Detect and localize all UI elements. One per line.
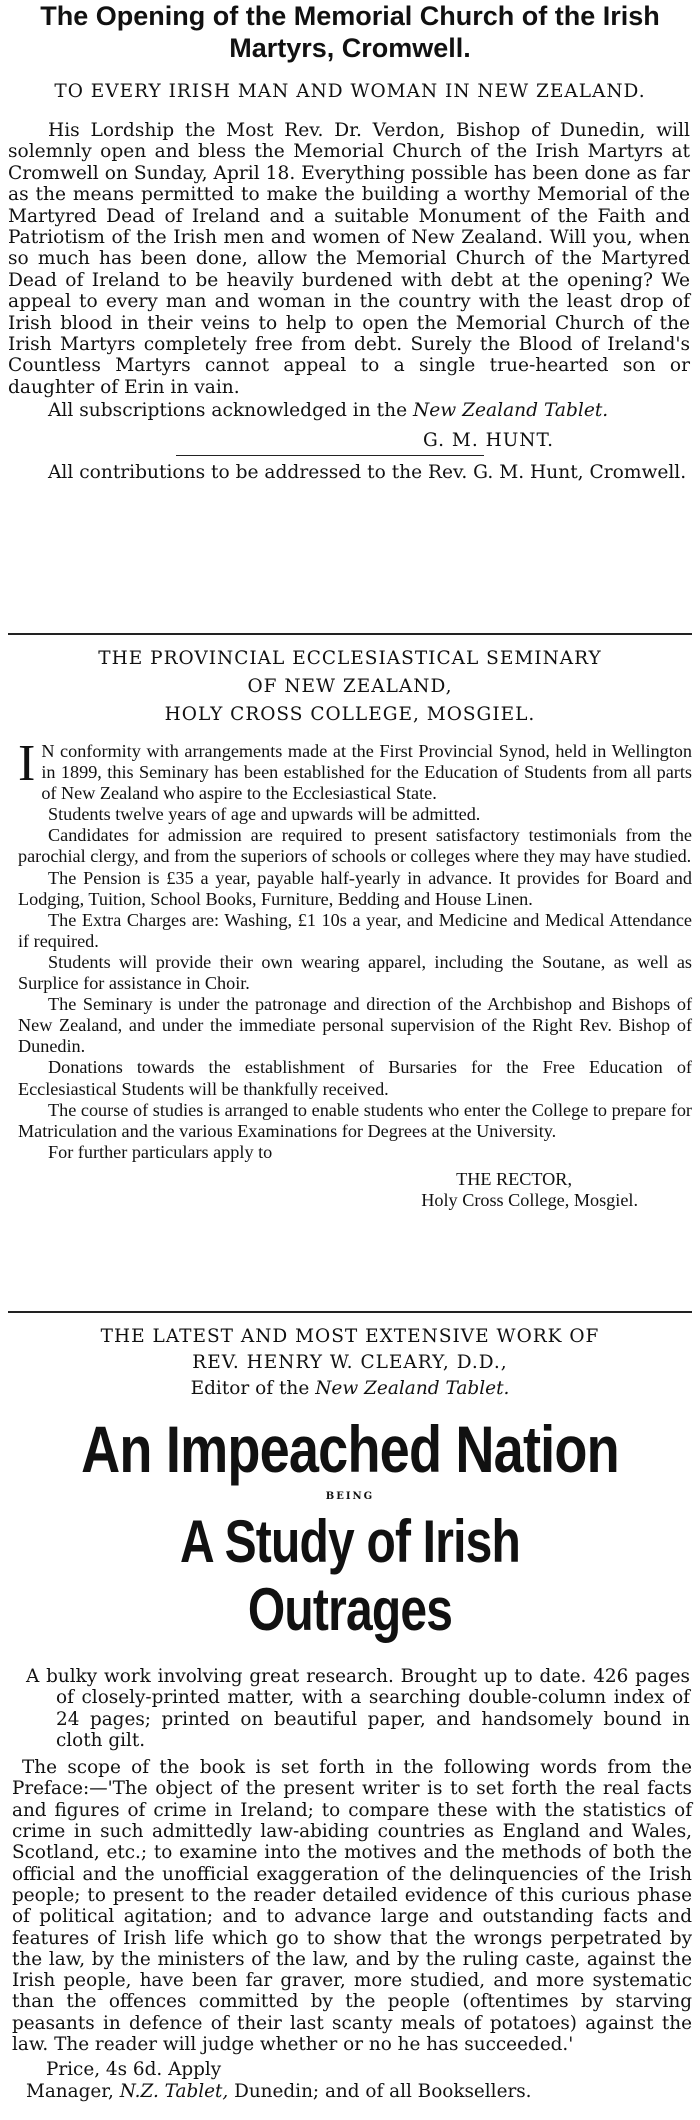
seminary-head-2: OF NEW ZEALAND, (247, 676, 453, 697)
newspaper-page (6, 0, 694, 2102)
seminary-signature-2: Holy Cross College, Mosgiel. (421, 1189, 638, 1210)
seminary-para-2: Students twelve years of age and upwards will be admitted. (48, 804, 481, 825)
church-notice (6, 0, 694, 633)
seminary-body (18, 735, 692, 1211)
book-head-1: THE LATEST AND MOST EXTENSIVE WORK OF (100, 1326, 600, 1347)
seminary-para-6: Students will provide their own wearing apparel, including the Soutane, as well as Surplice for assistance in Choir. (18, 951, 692, 994)
church-subscriptions-paper: New Zealand Tablet. (413, 400, 609, 422)
church-divider (176, 455, 484, 456)
church-subhead: TO EVERY IRISH MAN AND WOMAN IN NEW ZEALAND. (54, 81, 646, 102)
church-subscriptions (8, 400, 690, 421)
section-rule-2 (8, 1311, 692, 1313)
seminary-head-1: THE PROVINCIAL ECCLESIASTICAL SEMINARY (98, 648, 602, 669)
book-advert (6, 1325, 694, 2102)
seminary-para-1-text: N conformity with arrangements made at the First Provincial Synod, held in Wellington in 1899, this Seminary has been established for the Education of Students from all parts of New Zealand who aspire to the Ecclesiastical State. (41, 741, 692, 804)
church-signature: G. M. HUNT. (423, 429, 554, 451)
book-title: An Impeached Nation (81, 1412, 619, 1486)
seminary-para-10: For further particulars apply to (48, 1141, 273, 1162)
seminary-para-3: Candidates for admission are required to present satisfactory testimonials from the parochial clergy, and from the superiors of schools or colleges where they may have studied. (18, 825, 692, 867)
book-manager-suffix: Dunedin; and of all Booksellers. (234, 2080, 532, 2102)
church-body: His Lordship the Most Rev. Dr. Verdon, Bishop of Dunedin, will solemnly open and bless the Memorial Church of the Irish Martyrs at Cromwell on Sunday, April 18. Everything possible has been done as far as the means permitted to make the building a worthy Memorial of the Martyred Dead of Ireland and a suitable Monument of the Faith and Patriotism of the Irish men and women of New Zealand. Will you, when so much has been done, allow the Memorial Church of the Martyred Dead of Ireland to be heavily burdened with debt at the opening? We appeal to every man and woman in the country with the least drop of Irish blood in their veins to help to open the Memorial Church of the Irish Martyrs completely free from debt. Surely the Blood of Ireland's Countless Martyrs cannot appeal to a single true-hearted son or daughter of Erin in vain. (8, 120, 690, 398)
seminary-notice (6, 647, 694, 1311)
book-manager-text: Manager, (26, 2080, 114, 2102)
seminary-para-5: The Extra Charges are: Washing, £1 10s a year, and Medicine and Medical Attendance if required. (18, 909, 692, 951)
seminary-para-7: The Seminary is under the patronage and direction of the Archbishop and Bishops of New Zealand, and under the immediate personal supervision of the Right Rev. Bishop of Dunedin. (18, 994, 692, 1057)
seminary-signature-1: THE RECTOR, (456, 1168, 572, 1189)
seminary-para-4: The Pension is £35 a year, payable half-yearly in advance. It provides for Board and Lodging, Tuition, School Books, Furniture, Bedding and House Linen. (18, 867, 692, 909)
book-editor-line (6, 1377, 694, 1401)
seminary-para-1 (18, 735, 692, 804)
church-contributions: All contributions to be addressed to the Rev. G. M. Hunt, Cromwell. (48, 461, 687, 483)
book-manager-line (26, 2081, 694, 2102)
church-title: The Opening of the Memorial Church of the Irish Martyrs, Cromwell. (40, 1, 660, 63)
section-rule-1 (8, 633, 692, 635)
church-subscriptions-text: All subscriptions acknowledged in the (48, 400, 408, 422)
book-price: Price, 4s 6d. Apply (46, 2059, 222, 2081)
book-para-1: A bulky work involving great research. Brought up to date. 426 pages of closely-printed matter, with a searching double-column index of 24 pages; printed on beautiful paper, and handsomely bound in cloth gilt. (26, 1666, 690, 1751)
book-being: BEING (325, 1491, 375, 1502)
seminary-head-3: HOLY CROSS COLLEGE, MOSGIEL. (164, 704, 536, 725)
seminary-dropcap: I (18, 735, 36, 792)
book-subtitle: A Study of Irish Outrages (179, 1508, 521, 1643)
book-editor-text: Editor of the (190, 1378, 310, 1399)
book-head-2: REV. HENRY W. CLEARY, D.D., (192, 1352, 508, 1373)
seminary-para-8: Donations towards the establishment of Bursaries for the Free Education of Ecclesiastical Students will be thankfully received. (18, 1057, 692, 1099)
book-manager-paper: N.Z. Tablet, (119, 2080, 229, 2102)
seminary-para-9: The course of studies is arranged to enable students who enter the College to prepare for Matriculation and the various Examinations for Degrees at the University. (18, 1099, 692, 1141)
book-para-2: The scope of the book is set forth in the following words from the Preface:—'The object of the present writer is to set forth the real facts and figures of crime in Ireland; to compare these with the statistics of crime in such admittedly law-abiding countries as England and Wales, Scotland, etc.; to examine into the motives and the methods of both the official and the unofficial exaggeration of the delinquencies of the Irish people; to present to the reader detailed evidence of this curious phase of political agitation; and to advance large and outstanding facts and features of Irish life which go to show that the wrongs perpetrated by the law, by the ministers of the law, and by the ruling caste, against the Irish people, have been far graver, more studied, and more systematic than the offences committed by the people (oftentimes by starving peasants in defence of their last scanty meals of potatoes) against the law. The reader will judge whether or no he has succeeded.' (12, 1757, 692, 2056)
book-editor-paper: New Zealand Tablet. (315, 1378, 510, 1399)
